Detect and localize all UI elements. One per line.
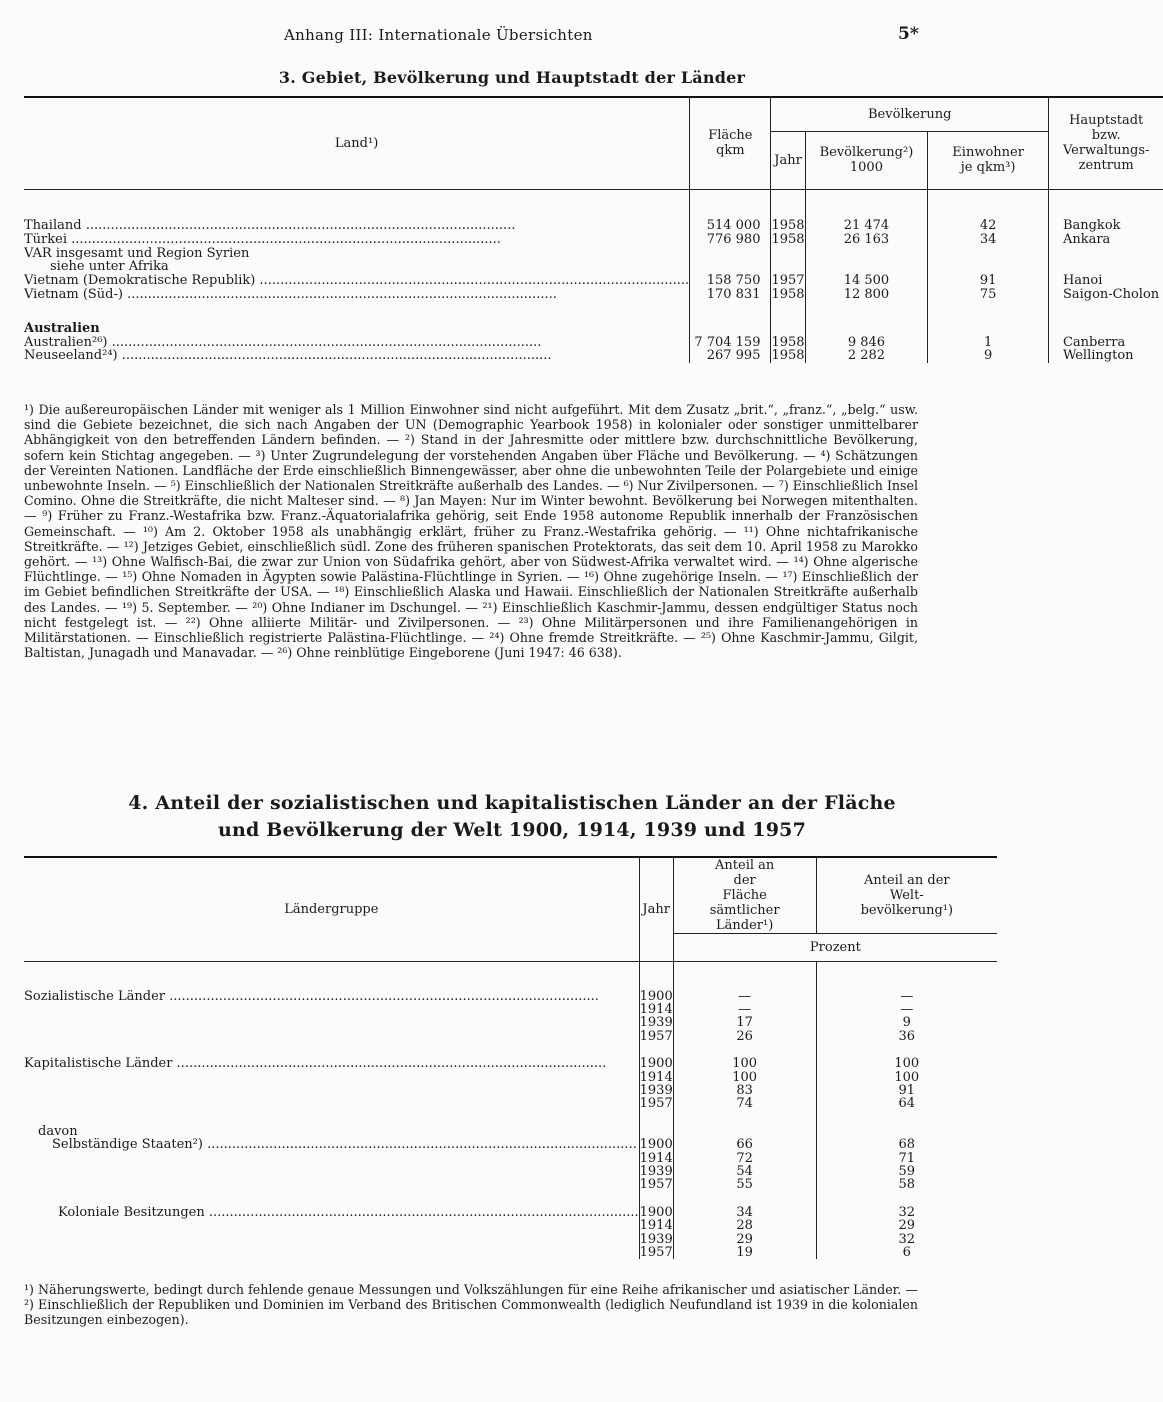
table-row: Vietnam (Süd-) ..... 170 831 1958 12 800 75 Saigon-Cholon [24, 288, 1163, 302]
table-row: 1957 26 36 [24, 1030, 997, 1043]
table4-title-line1: 4. Anteil der sozialistischen und kapitalistischen Länder an der Fläche [128, 792, 896, 814]
table-row: Türkei ..... 776 980 1958 26 163 34 Ankara [24, 233, 1163, 247]
header-einwohner: Einwohner je qkm³) [928, 131, 1049, 189]
table-row: Vietnam (Demokratische Republik) ..... 158 750 1957 14 500 91 Hanoi [24, 274, 1163, 288]
table-row: 1939 29 32 [24, 1233, 997, 1246]
table3 [24, 96, 1163, 363]
header-anteil-flaeche: Anteil an der Fläche sämtlicher Länder¹) [673, 857, 816, 934]
section-row [24, 322, 1163, 336]
table4-title [0, 790, 1024, 844]
table-row: Selbständige Staaten²) ..... 1900 66 68 [24, 1138, 997, 1151]
header-flaeche: Fläche qkm [690, 97, 771, 189]
table-row: 1957 74 64 [24, 1097, 997, 1110]
table4-footnote: ¹) Näherungswerte, bedingt durch fehlende genaue Messungen und Volkszählungen für eine Reihe afrikanischer und asiatischer Länder. — ²) Einschließlich der Republiken und Dominien im Verband des Britischen Commonwealth (lediglich Neufundland ist 1939 in die kolonialen Besitzungen einbezogen). [24, 1282, 918, 1328]
table-row: 1914 72 71 [24, 1152, 997, 1165]
table-row: siehe unter Afrika [24, 260, 1163, 274]
subgroup-label: Koloniale Besitzungen ..... [24, 1206, 639, 1219]
section-australien: Australien [24, 322, 690, 336]
header-bevoelkerung: Bevölkerung²) 1000 [805, 131, 928, 189]
table3-footnote: ¹) Die außereuropäischen Länder mit weniger als 1 Million Einwohner sind nicht aufgeführt. Mit dem Zusatz „brit.“, „franz.“, „belg.“ usw. sind die Gebiete bezeichnet, die sich nach Angaben der UN (Demographic Yearbook 1958) in kolonialer oder sonstiger unmittelbarer Abhängigkeit von den betreffenden Ländern befinden. — ²) Stand in der Jahresmitte oder mittlere bzw. durchschnittliche Bevölkerung, sofern kein Stichtag angegeben. — ³) Unter Zugrundelegung der vorstehenden Angaben über Fläche und Bevölkerung. — ⁴) Schätzungen der Vereinten Nationen. Landfläche der Erde einschließlich Binnengewässer, aber ohne die unbewohnten Teile der Polargebiete und einige unbewohnte Inseln. — ⁵) Einschließlich der Nationalen Streitkräfte außerhalb des Landes. — ⁶) Nur Zivilpersonen. — ⁷) Einschließlich Insel Comino. Ohne die Streitkräfte, die nicht Malteser sind. — ⁸) Jan Mayen: Nur im Winter bewohnt. Bevölkerung bei Norwegen mitenthalten. — ⁹) Früher zu Franz.-Westafrika bzw. Franz.-Äquatorialafrika gehörig, seit Ende 1958 autonome Republik innerhalb der Französischen Gemeinschaft. — ¹⁰) Am 2. Oktober 1958 als unabhängig erklärt, früher zu Franz.-Westafrika gehörig. — ¹¹) Ohne nichtafrikanische Streitkräfte. — ¹²) Jetziges Gebiet, einschließlich südl. Zone des früheren spanischen Protektorats, das seit dem 10. April 1958 zu Marokko gehört. — ¹³) Ohne Walfisch-Bai, die zwar zur Union von Südafrika gehört, aber von Südwest-Afrika verwaltet wird. — ¹⁴) Ohne algerische Flüchtlinge. — ¹⁵) Ohne Nomaden in Ägypten sowie Palästina-Flüchtlinge in Syrien. — ¹⁶) Ohne zugehörige Inseln. — ¹⁷) Einschließlich der im Gebiet befindlichen Streitkräfte der USA. — ¹⁸) Einschließlich Alaska und Hawaii. Einschließlich der Nationalen Streitkräfte außerhalb des Landes. — ¹⁹) 5. September. — ²⁰) Ohne Indianer im Dschungel. — ²¹) Einschließlich Kaschmir-Jammu, dessen endgültiger Status noch nicht festgelegt ist. — ²²) Ohne alliierte Militär- und Zivilpersonen. — ²³) Ohne Militärpersonen und ihre Familienangehörigen in Militärstationen. — Einschließlich registrierte Palästina-Flüchtlinge. — ²⁴) Ohne fremde Streitkräfte. — ²⁵) Ohne Kaschmir-Jammu, Gilgit, Baltistan, Junagadh und Manavadar. — ²⁶) Ohne reinblütige Eingeborene (Juni 1947: 46 638). [24, 402, 918, 661]
davon-row [24, 1125, 997, 1138]
table-row: Australien²⁶) ..... 7 704 159 1958 9 846 1 Canberra [24, 336, 1163, 350]
subgroup-label: Selbständige Staaten²) ..... [24, 1138, 639, 1151]
table-row: Koloniale Besitzungen ..... 1900 34 32 [24, 1206, 997, 1219]
table4 [24, 856, 997, 1259]
header-bevoelkerung-group: Bevölkerung [771, 97, 1048, 131]
table-row: Sozialistische Länder ..... 1900 — — [24, 990, 997, 1003]
table-row: 1939 17 9 [24, 1016, 997, 1029]
table-row: 1914 100 100 [24, 1071, 997, 1084]
table-row: VAR insgesamt und Region Syrien [24, 247, 1163, 261]
header-jahr: Jahr [639, 857, 673, 962]
table-row: Kapitalistische Länder ..... 1900 100 100 [24, 1057, 997, 1070]
header-anteil-bevoelkerung: Anteil an der Welt- bevölkerung¹) [816, 857, 997, 934]
table-row: 1939 83 91 [24, 1084, 997, 1097]
table-row: 1914 — — [24, 1003, 997, 1016]
table-row: 1914 28 29 [24, 1219, 997, 1232]
table-row: 1957 55 58 [24, 1178, 997, 1191]
group-label: Kapitalistische Länder ..... [24, 1057, 639, 1070]
header-prozent: Prozent [673, 934, 997, 962]
running-title: Anhang III: Internationale Übersichten [284, 26, 593, 44]
table4-title-line2: und Bevölkerung der Welt 1900, 1914, 1939 und 1957 [217, 819, 806, 841]
header-land: Land¹) [24, 97, 690, 189]
table-row: 1939 54 59 [24, 1165, 997, 1178]
table-row: Neuseeland²⁴) ..... 267 995 1958 2 282 9 Wellington [24, 349, 1163, 363]
davon-label: davon [24, 1125, 639, 1138]
header-laendergruppe: Ländergruppe [24, 857, 639, 962]
header-jahr: Jahr [771, 131, 805, 189]
table-row: 1957 19 6 [24, 1246, 997, 1259]
group-label: Sozialistische Länder ..... [24, 990, 639, 1003]
running-head [0, 26, 1024, 50]
table3-title: 3. Gebiet, Bevölkerung und Hauptstadt der Länder [278, 68, 746, 87]
header-hauptstadt: Hauptstadt bzw. Verwaltungs- zentrum [1048, 97, 1163, 189]
table-row: Thailand ..... 514 000 1958 21 474 42 Bangkok [24, 219, 1163, 233]
page-number: 5* [898, 24, 919, 44]
